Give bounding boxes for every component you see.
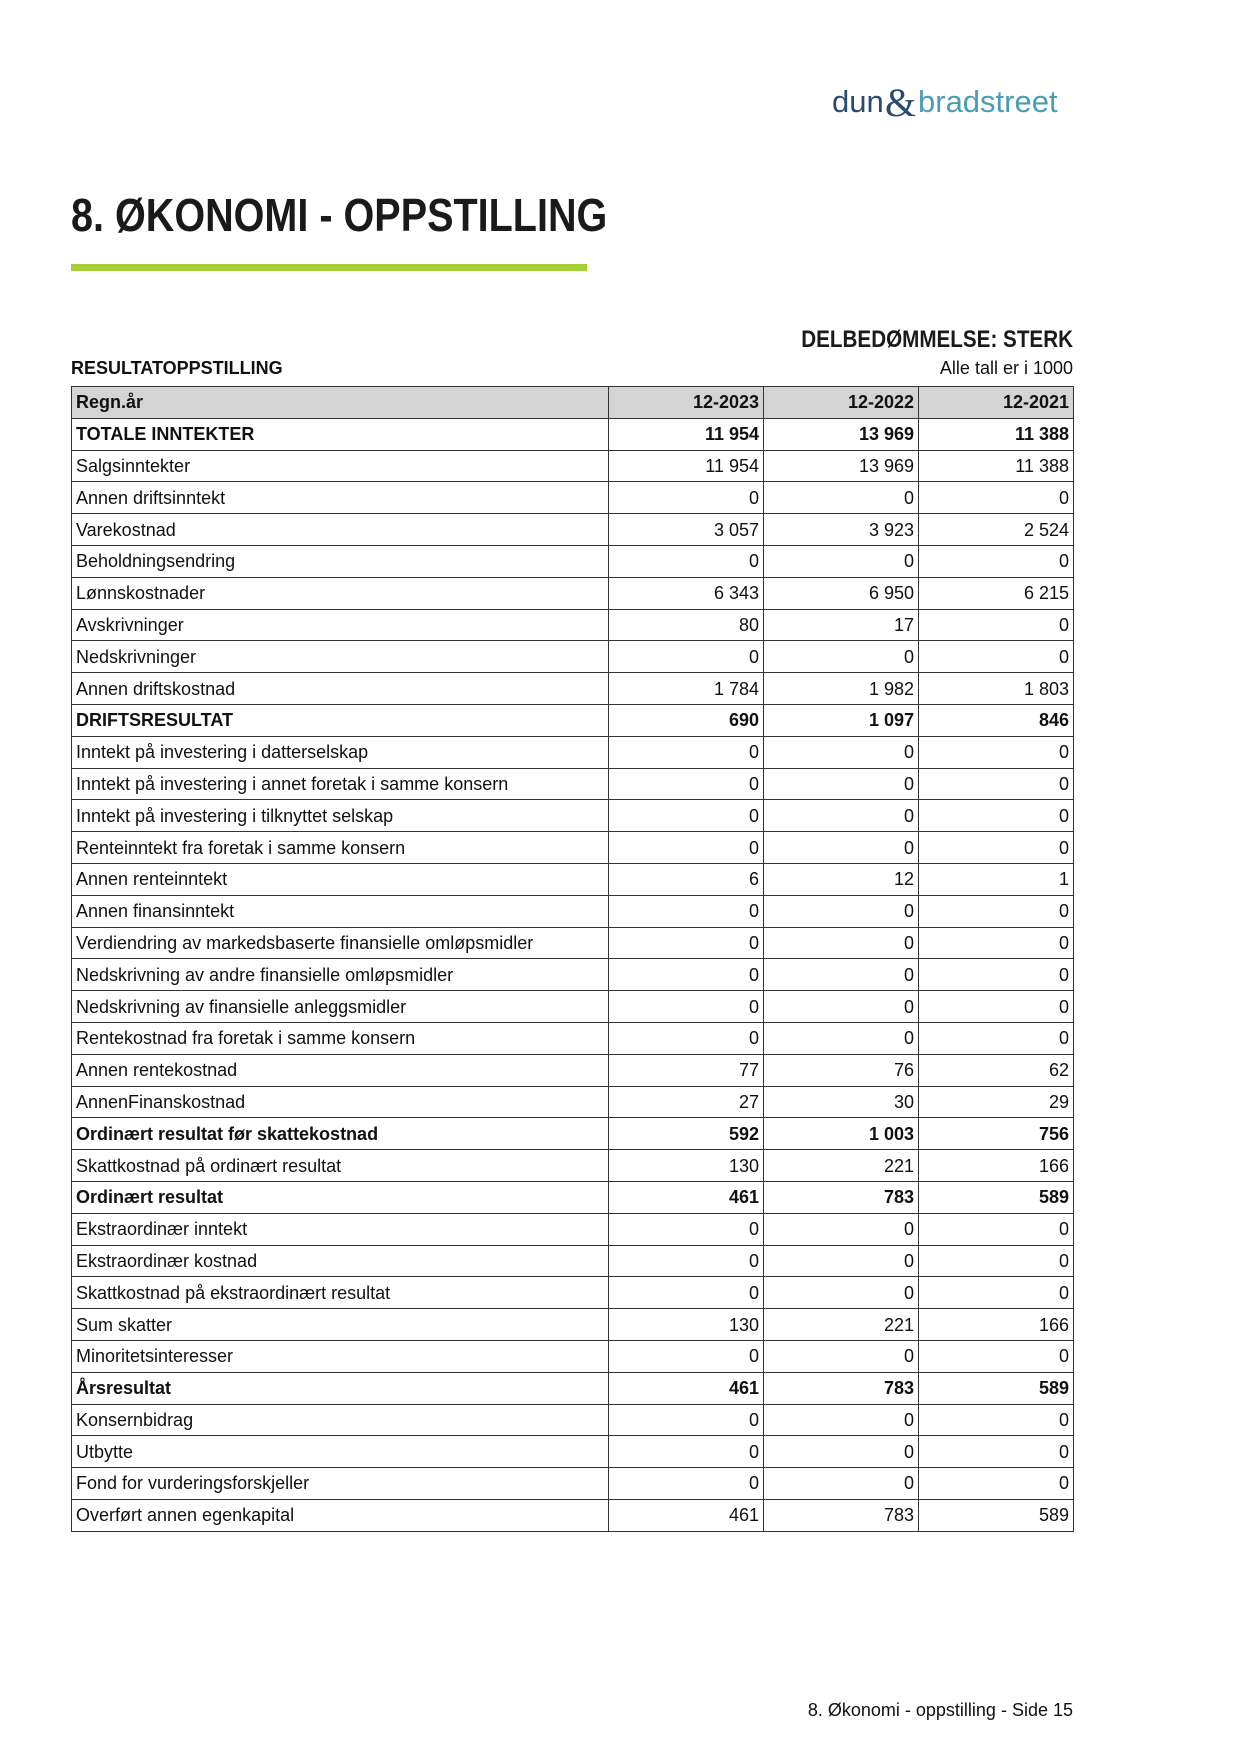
row-value: 0 (919, 736, 1074, 768)
row-value: 0 (609, 832, 764, 864)
row-value: 0 (919, 832, 1074, 864)
row-value: 0 (764, 736, 919, 768)
row-label: Konsernbidrag (72, 1404, 609, 1436)
table-header-row (72, 387, 1074, 419)
row-value: 13 969 (764, 450, 919, 482)
table-row (72, 1150, 1074, 1182)
row-value: 6 950 (764, 577, 919, 609)
table-row (72, 1022, 1074, 1054)
table-row (72, 450, 1074, 482)
row-label: Ordinært resultat før skattekostnad (72, 1118, 609, 1150)
row-value: 0 (609, 768, 764, 800)
row-label: Lønnskostnader (72, 577, 609, 609)
row-value: 0 (609, 1468, 764, 1500)
row-value: 0 (764, 800, 919, 832)
row-value: 0 (919, 768, 1074, 800)
row-value: 0 (764, 927, 919, 959)
row-value: 783 (764, 1181, 919, 1213)
table-row (72, 1118, 1074, 1150)
table-body (72, 418, 1074, 1531)
row-value: 589 (919, 1499, 1074, 1531)
row-value: 0 (919, 800, 1074, 832)
column-header-2023: 12-2023 (609, 387, 764, 419)
row-value: 0 (764, 1468, 919, 1500)
logo-text-bradstreet: bradstreet (918, 84, 1058, 119)
table-row (72, 1277, 1074, 1309)
row-label: Årsresultat (72, 1372, 609, 1404)
row-value: 592 (609, 1118, 764, 1150)
table-row (72, 863, 1074, 895)
table-row (72, 673, 1074, 705)
table-row (72, 927, 1074, 959)
row-value: 3 057 (609, 514, 764, 546)
row-label: Fond for vurderingsforskjeller (72, 1468, 609, 1500)
row-value: 130 (609, 1309, 764, 1341)
row-label: Inntekt på investering i datterselskap (72, 736, 609, 768)
table-row (72, 736, 1074, 768)
row-value: 76 (764, 1054, 919, 1086)
table-row (72, 1054, 1074, 1086)
table-row (72, 418, 1074, 450)
row-value: 0 (764, 1022, 919, 1054)
row-label: AnnenFinanskostnad (72, 1086, 609, 1118)
row-label: Rentekostnad fra foretak i samme konsern (72, 1022, 609, 1054)
section-title: RESULTATOPPSTILLING (71, 358, 283, 378)
column-header-year: Regn.år (72, 387, 609, 419)
row-label: Nedskrivninger (72, 641, 609, 673)
table-row (72, 704, 1074, 736)
row-value: 0 (609, 1213, 764, 1245)
row-label: Beholdningsendring (72, 545, 609, 577)
row-value: 0 (919, 1404, 1074, 1436)
row-value: 0 (764, 1245, 919, 1277)
row-label: Annen rentekostnad (72, 1054, 609, 1086)
table-row (72, 641, 1074, 673)
row-value: 0 (609, 545, 764, 577)
table-row (72, 1404, 1074, 1436)
table-row (72, 1213, 1074, 1245)
units-note: Alle tall er i 1000 (939, 358, 1073, 378)
row-value: 0 (609, 927, 764, 959)
row-value: 0 (609, 959, 764, 991)
row-value: 690 (609, 704, 764, 736)
table-row (72, 1309, 1074, 1341)
row-value: 221 (764, 1309, 919, 1341)
row-value: 0 (919, 1340, 1074, 1372)
table-row (72, 514, 1074, 546)
table-row (72, 959, 1074, 991)
table-row (72, 1181, 1074, 1213)
row-value: 0 (919, 641, 1074, 673)
row-label: Avskrivninger (72, 609, 609, 641)
row-value: 0 (764, 1436, 919, 1468)
row-label: Renteinntekt fra foretak i samme konsern (72, 832, 609, 864)
row-value: 0 (609, 482, 764, 514)
row-value: 0 (919, 1436, 1074, 1468)
row-value: 0 (919, 991, 1074, 1023)
row-label: Annen renteinntekt (72, 863, 609, 895)
row-value: 756 (919, 1118, 1074, 1150)
row-value: 0 (764, 1340, 919, 1372)
row-label: Nedskrivning av finansielle anleggsmidler (72, 991, 609, 1023)
row-value: 0 (609, 1436, 764, 1468)
row-value: 0 (764, 768, 919, 800)
column-header-2022: 12-2022 (764, 387, 919, 419)
row-label: Verdiendring av markedsbaserte finansielle omløpsmidler (72, 927, 609, 959)
table-row (72, 1086, 1074, 1118)
row-label: Salgsinntekter (72, 450, 609, 482)
row-label: Inntekt på investering i tilknyttet selskap (72, 800, 609, 832)
row-value: 0 (919, 1468, 1074, 1500)
row-value: 30 (764, 1086, 919, 1118)
row-value: 2 524 (919, 514, 1074, 546)
table-row (72, 832, 1074, 864)
row-value: 0 (919, 482, 1074, 514)
row-label: Overført annen egenkapital (72, 1499, 609, 1531)
row-value: 589 (919, 1372, 1074, 1404)
row-value: 1 (919, 863, 1074, 895)
row-label: Varekostnad (72, 514, 609, 546)
table-row (72, 800, 1074, 832)
table-row (72, 482, 1074, 514)
table-row (72, 1468, 1074, 1500)
row-value: 11 388 (919, 418, 1074, 450)
column-header-2021: 12-2021 (919, 387, 1074, 419)
row-label: Minoritetsinteresser (72, 1340, 609, 1372)
logo-text-dun: dun (832, 84, 884, 119)
row-value: 17 (764, 609, 919, 641)
row-value: 846 (919, 704, 1074, 736)
row-value: 0 (609, 991, 764, 1023)
row-value: 0 (764, 1404, 919, 1436)
row-label: Skattkostnad på ekstraordinært resultat (72, 1277, 609, 1309)
table-row (72, 768, 1074, 800)
table-row (72, 1245, 1074, 1277)
row-value: 0 (609, 1404, 764, 1436)
row-value: 0 (609, 1022, 764, 1054)
row-value: 3 923 (764, 514, 919, 546)
row-label: Ordinært resultat (72, 1181, 609, 1213)
row-value: 0 (919, 1277, 1074, 1309)
row-value: 27 (609, 1086, 764, 1118)
row-label: Utbytte (72, 1436, 609, 1468)
row-value: 0 (764, 832, 919, 864)
table-row (72, 1372, 1074, 1404)
table-row (72, 609, 1074, 641)
row-value: 461 (609, 1372, 764, 1404)
row-value: 461 (609, 1499, 764, 1531)
page-footer: 8. Økonomi - oppstilling - Side 15 (807, 1700, 1073, 1720)
row-label: TOTALE INNTEKTER (72, 418, 609, 450)
row-value: 1 003 (764, 1118, 919, 1150)
row-value: 0 (919, 959, 1074, 991)
logo-ampersand: & (885, 80, 917, 125)
row-value: 0 (764, 1213, 919, 1245)
row-value: 166 (919, 1309, 1074, 1341)
row-value: 0 (609, 800, 764, 832)
row-value: 0 (609, 1277, 764, 1309)
row-value: 166 (919, 1150, 1074, 1182)
row-value: 1 803 (919, 673, 1074, 705)
row-value: 0 (919, 1213, 1074, 1245)
row-label: Inntekt på investering i annet foretak i samme konsern (72, 768, 609, 800)
row-value: 461 (609, 1181, 764, 1213)
row-value: 130 (609, 1150, 764, 1182)
row-value: 1 982 (764, 673, 919, 705)
title-underline (71, 264, 587, 271)
table-row (72, 1436, 1074, 1468)
row-label: Skattkostnad på ordinært resultat (72, 1150, 609, 1182)
table-row (72, 545, 1074, 577)
row-label: Ekstraordinær inntekt (72, 1213, 609, 1245)
row-value: 0 (919, 1022, 1074, 1054)
row-value: 80 (609, 609, 764, 641)
row-value: 62 (919, 1054, 1074, 1086)
row-label: Annen finansinntekt (72, 895, 609, 927)
row-value: 221 (764, 1150, 919, 1182)
row-label: Sum skatter (72, 1309, 609, 1341)
row-value: 0 (919, 609, 1074, 641)
row-value: 783 (764, 1499, 919, 1531)
row-value: 12 (764, 863, 919, 895)
row-value: 0 (764, 641, 919, 673)
row-value: 11 954 (609, 450, 764, 482)
row-value: 0 (764, 1277, 919, 1309)
row-value: 1 097 (764, 704, 919, 736)
table-row (72, 991, 1074, 1023)
row-label: Ekstraordinær kostnad (72, 1245, 609, 1277)
row-value: 11 388 (919, 450, 1074, 482)
row-value: 0 (609, 736, 764, 768)
dun-bradstreet-logo (832, 78, 1072, 128)
row-value: 0 (919, 545, 1074, 577)
row-value: 589 (919, 1181, 1074, 1213)
row-value: 0 (764, 991, 919, 1023)
row-value: 0 (764, 545, 919, 577)
row-label: DRIFTSRESULTAT (72, 704, 609, 736)
row-value: 783 (764, 1372, 919, 1404)
row-label: Nedskrivning av andre finansielle omløpsmidler (72, 959, 609, 991)
row-value: 1 784 (609, 673, 764, 705)
row-value: 6 215 (919, 577, 1074, 609)
row-label: Annen driftsinntekt (72, 482, 609, 514)
row-value: 0 (919, 895, 1074, 927)
table-row (72, 895, 1074, 927)
page-title: 8. ØKONOMI - OPPSTILLING (71, 189, 608, 241)
row-value: 0 (764, 959, 919, 991)
row-value: 11 954 (609, 418, 764, 450)
row-value: 0 (609, 1340, 764, 1372)
row-value: 6 343 (609, 577, 764, 609)
row-value: 13 969 (764, 418, 919, 450)
row-value: 0 (609, 895, 764, 927)
row-value: 0 (609, 1245, 764, 1277)
row-value: 6 (609, 863, 764, 895)
table-row (72, 1340, 1074, 1372)
row-value: 0 (764, 482, 919, 514)
rating-label: DELBEDØMMELSE: STERK (801, 326, 1073, 353)
row-value: 29 (919, 1086, 1074, 1118)
row-value: 0 (609, 641, 764, 673)
table-row (72, 1499, 1074, 1531)
table-row (72, 577, 1074, 609)
row-value: 0 (919, 927, 1074, 959)
income-statement-table (71, 386, 1074, 1532)
row-value: 0 (919, 1245, 1074, 1277)
row-value: 77 (609, 1054, 764, 1086)
row-value: 0 (764, 895, 919, 927)
row-label: Annen driftskostnad (72, 673, 609, 705)
